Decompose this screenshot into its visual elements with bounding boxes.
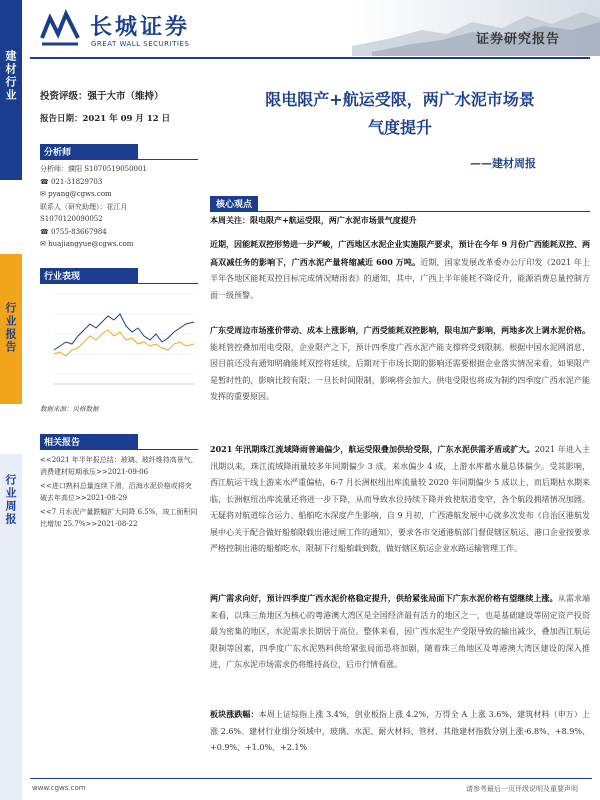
core-view-label: 核心观点 xyxy=(210,196,258,211)
related-report-3[interactable]: <<7 月水泥产量跌幅扩大同降 6.5%，竣工面积同比增加 25.7%>>2021-08-22 xyxy=(40,508,198,528)
rating-label: 投资评级： xyxy=(40,91,88,102)
sidebar-band-bottom xyxy=(0,454,22,800)
paragraph-5-lead: 板块涨跌幅： xyxy=(210,709,259,719)
related-section xyxy=(40,434,198,530)
header-divider xyxy=(30,57,590,59)
paragraph-4-lead: 两广需求向好，预计四季度广西水泥价格稳定提升，供给紧张局面下广东水泥价格有望继续上涨。 xyxy=(210,593,558,603)
main-title-line-2: 气度提升 xyxy=(367,118,432,137)
related-section-line xyxy=(40,449,198,450)
sidebar xyxy=(0,0,22,800)
main-title-line-1: 限电限产+航运受限，两广水泥市场景 xyxy=(265,90,535,109)
analyst-section-title: 分析师 xyxy=(40,144,138,159)
paragraph-2-lead: 广东受周边市场涨价带动、成本上涨影响，广西受能耗双控影响，限电加产影响，两地多次上调水泥价格。 xyxy=(210,325,590,335)
paragraph-1-body: 近期，国家发展改革委办公厅印发《2021 年上半年各地区能耗双控目标完成情况晴雨表》的通知，其中，广西上半年能耗不降反升，能源消费总量控制方面一级预警。 xyxy=(210,257,590,300)
main-title xyxy=(210,86,590,142)
email-icon: ✉ xyxy=(40,190,49,198)
paragraph-3-lead: 2021 年汛期珠江流域降雨普遍偏少，航运受限叠加供给受限，广东水泥供需矛盾或扩大。 xyxy=(210,444,535,454)
chart-section xyxy=(40,268,198,284)
paragraph-4 xyxy=(210,590,590,674)
footer-disclaimer: 请参考最后一页评级说明及重要声明 xyxy=(466,785,578,793)
footer-url[interactable]: www.cgws.com xyxy=(32,784,86,792)
email-row-2 xyxy=(40,238,198,251)
info-column xyxy=(40,88,198,251)
email-1[interactable]: pyang@cgws.com xyxy=(48,190,112,198)
date-row xyxy=(40,112,198,124)
analyst-section xyxy=(40,144,198,251)
related-report-2[interactable]: <<进口熟料总量连续下滑，沿海水泥价格或将突破去年高位>>2021-08-29 xyxy=(40,482,192,502)
related-section-title: 相关报告 xyxy=(40,434,138,449)
date-label: 报告日期： xyxy=(40,114,83,124)
chart-source: 数据来源：贝格数据 xyxy=(40,405,99,413)
sidebar-top-label: 建材行业 xyxy=(4,50,17,102)
sidebar-mid-label: 行业报告 xyxy=(4,302,17,354)
assistant-id: S1070120090052 xyxy=(40,215,103,223)
paragraph-3-body: 2021 年进入主汛期以来，珠江流域降雨量较多年同期偏少 3 成，来水偏少 4 成，上游水库蓄水量总体偏少。受其影响，西江航运干线上游来水严重偏枯，6-7 月长洲枢纽出库流量较 2020 年同期偏少 5 成以上，而后期枯水期来临，长洲枢纽出库流量还将进一步下降，从而导致水位持续下降并致使航道变窄，各个航段拥堵情况加剧。无疑将对航道综合运力、船舶吃水深度产生影响，自 9 月初，广西港航发展中心就多次发布《自治区港航发展中心关于配合做好船舶限载出港过闸工作的通知》，要求各市交通港航部门督促辖区航运、港口企业按要求严格控制出港的船舶吃水，限制下行船舶载到数，做好辖区航运企业水路运输管理工作。 xyxy=(210,445,591,553)
footer-line xyxy=(30,778,592,779)
email-icon: ✉ xyxy=(40,240,49,248)
paragraph-4-body: 从需求端来看，以珠三角地区为核心的粤港澳大湾区是全国经济最有活力的地区之一，也是基础建设等固定资产投资最为密集的地区，水泥需求长期居于高位。整体来看，因广西水泥生产受限导致的输出减少，叠加西江航运限制等因素，四季度广东水泥熟料供给紧张局面恐将加剧，随着珠三角地区及粤港澳大湾区建设的深入推进，广东水泥市场需求仍将维持高位，后市行情看涨。 xyxy=(210,594,590,669)
rating-value: 强于大市（维持） xyxy=(87,91,164,102)
phone-icon: ☎ xyxy=(40,177,51,186)
paragraph-3 xyxy=(210,441,590,558)
footer xyxy=(22,778,600,800)
weekly-focus: 本周关注：限电限产+航运受限，两广水泥市场景气度提升 xyxy=(210,215,417,225)
subtitle: ——建材周报 xyxy=(470,157,536,170)
phone-2: 0755-83667984 xyxy=(50,227,107,236)
paragraph-5-body: 本周上证综指上涨 3.4%，创业板指上涨 4.2%，万得全 A 上涨 3.6%，建筑材料（申万）上涨 2.6%。建材行业细分领域中，玻璃、水泥、耐火材料、管材、其他建材指数分别上涨-6.8%、+8.9%、+0.9%、+1.0%、+2.1% xyxy=(210,710,590,752)
paragraph-1-lead: 近期，因能耗双控形势进一步严峻，广西地区水泥企业实施限产要求，预计在今年 9 月份广西能耗双控、两高双减任务的影响下，广西水泥产量将缩减近 600 万吨。 xyxy=(210,239,590,267)
sidebar-band-top xyxy=(0,0,22,180)
phone-row-1 xyxy=(40,176,198,189)
paragraph-1 xyxy=(210,236,590,304)
chart-section-title: 行业表现 xyxy=(40,268,138,283)
date-value: 2021 年 09 月 12 日 xyxy=(82,114,171,124)
logo-text-cn: 长城证券 xyxy=(90,15,191,40)
logo-icon xyxy=(38,8,82,48)
email-2[interactable]: huajiangyue@cgws.com xyxy=(48,240,134,248)
phone-row-2 xyxy=(40,226,198,239)
industry-performance-chart xyxy=(40,284,198,402)
rating-row xyxy=(40,88,198,102)
assistant-line: 联系人（研究助理）：花江月 xyxy=(40,202,128,211)
sidebar-bottom-label: 行业周报 xyxy=(4,474,17,526)
paragraph-2 xyxy=(210,322,590,406)
phone-icon: ☎ xyxy=(40,227,51,236)
related-report-1[interactable]: <<2021 年半年报总结：玻璃、玻纤维持高景气，消费建材短期承压>>2021-09-06 xyxy=(40,456,198,476)
analyst-line: 分析师：濮阳 S1070519050001 xyxy=(40,165,147,173)
paragraph-5 xyxy=(210,706,590,757)
report-type: 证券研究报告 xyxy=(476,32,561,47)
email-row-1 xyxy=(40,188,198,201)
paragraph-2-body: 能耗管控叠加用电受限，企业限产之下，预计四季度广西水泥产能支撑将受到限制。根据中国水泥网消息，因目前还没有通知明确能耗双控将延续，后期对于市场长期的影响还需要根据企业落实情况来看，如果限产是暂时性的，影响比较有限；一旦长时间限制，影响将会加大。供电受限也将成为制约四季度广西水泥产能发挥的重要原因。 xyxy=(210,342,590,401)
analyst-section-line xyxy=(40,159,198,160)
sidebar-band-mid xyxy=(0,254,22,404)
phone-1: 021-31829703 xyxy=(50,177,103,186)
core-view-header xyxy=(210,192,590,208)
logo-text-en: GREAT WALL SECURITIES xyxy=(91,40,190,48)
